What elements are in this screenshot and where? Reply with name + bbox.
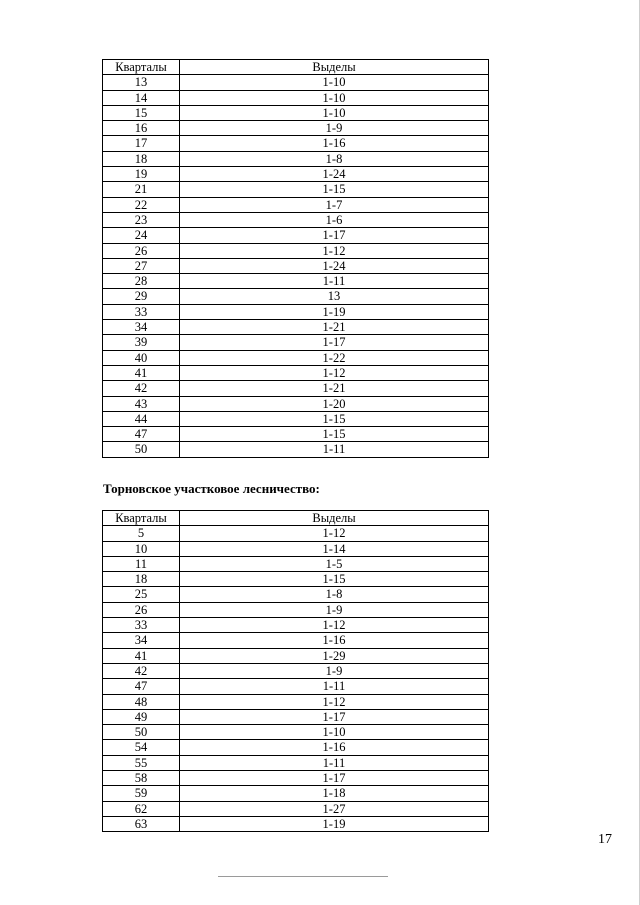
table-row [103, 320, 489, 335]
vydely-cell: 1-11 [180, 755, 489, 770]
kvartal-cell: 48 [103, 694, 180, 709]
vydely-cell: 1-18 [180, 786, 489, 801]
table-row [103, 572, 489, 587]
header-kvartaly: Кварталы [103, 60, 180, 75]
table-header-row [103, 511, 489, 526]
table-row [103, 182, 489, 197]
table-row [103, 442, 489, 457]
vydely-cell: 1-11 [180, 274, 489, 289]
vydely-cell: 13 [180, 289, 489, 304]
vydely-cell: 1-16 [180, 633, 489, 648]
table-row [103, 427, 489, 442]
kvartal-cell: 23 [103, 212, 180, 227]
table-row [103, 411, 489, 426]
kvartal-cell: 44 [103, 411, 180, 426]
table-row [103, 212, 489, 227]
vydely-cell: 1-15 [180, 182, 489, 197]
vydely-cell: 1-10 [180, 75, 489, 90]
table-row [103, 526, 489, 541]
table-row [103, 228, 489, 243]
vydely-cell: 1-15 [180, 411, 489, 426]
vydely-cell: 1-17 [180, 771, 489, 786]
table-row [103, 648, 489, 663]
vydely-cell: 1-20 [180, 396, 489, 411]
kvartal-cell: 11 [103, 556, 180, 571]
vydely-cell: 1-12 [180, 243, 489, 258]
table-row [103, 75, 489, 90]
kvartal-cell: 27 [103, 258, 180, 273]
vydely-cell: 1-24 [180, 167, 489, 182]
table-row [103, 709, 489, 724]
vydely-cell: 1-16 [180, 136, 489, 151]
table-row [103, 725, 489, 740]
vydely-cell: 1-12 [180, 694, 489, 709]
table-row [103, 365, 489, 380]
bottom-scan-line [218, 876, 388, 877]
table-row [103, 618, 489, 633]
vydely-cell: 1-8 [180, 587, 489, 602]
vydely-cell: 1-21 [180, 381, 489, 396]
table-row [103, 381, 489, 396]
vydely-cell: 1-10 [180, 105, 489, 120]
kvartal-cell: 34 [103, 320, 180, 335]
table-row [103, 740, 489, 755]
compartments-table-2 [102, 510, 489, 832]
kvartal-cell: 42 [103, 381, 180, 396]
kvartal-cell: 18 [103, 572, 180, 587]
section-heading: Торновское участковое лесничество: [103, 481, 320, 496]
kvartal-cell: 43 [103, 396, 180, 411]
vydely-cell: 1-17 [180, 228, 489, 243]
vydely-cell: 1-15 [180, 427, 489, 442]
table-row [103, 679, 489, 694]
vydely-cell: 1-6 [180, 212, 489, 227]
kvartal-cell: 19 [103, 167, 180, 182]
vydely-cell: 1-9 [180, 602, 489, 617]
vydely-cell: 1-12 [180, 618, 489, 633]
table-row [103, 663, 489, 678]
table-row [103, 243, 489, 258]
vydely-cell: 1-9 [180, 663, 489, 678]
kvartal-cell: 33 [103, 304, 180, 319]
vydely-cell: 1-19 [180, 816, 489, 831]
kvartal-cell: 50 [103, 725, 180, 740]
table-body [103, 526, 489, 832]
table-row [103, 396, 489, 411]
header-kvartaly: Кварталы [103, 511, 180, 526]
table-header-row [103, 60, 489, 75]
table-row [103, 786, 489, 801]
vydely-cell: 1-29 [180, 648, 489, 663]
compartments-table-1 [102, 59, 489, 458]
kvartal-cell: 33 [103, 618, 180, 633]
kvartal-cell: 54 [103, 740, 180, 755]
vydely-cell: 1-8 [180, 151, 489, 166]
vydely-cell: 1-15 [180, 572, 489, 587]
table-row [103, 556, 489, 571]
kvartal-cell: 22 [103, 197, 180, 212]
table-row [103, 121, 489, 136]
vydely-cell: 1-9 [180, 121, 489, 136]
kvartal-cell: 18 [103, 151, 180, 166]
table-row [103, 289, 489, 304]
kvartal-cell: 42 [103, 663, 180, 678]
table-row [103, 90, 489, 105]
table-row [103, 816, 489, 831]
header-vydely: Выделы [180, 511, 489, 526]
table-row [103, 335, 489, 350]
vydely-cell: 1-22 [180, 350, 489, 365]
vydely-cell: 1-27 [180, 801, 489, 816]
kvartal-cell: 24 [103, 228, 180, 243]
kvartal-cell: 26 [103, 243, 180, 258]
table-row [103, 633, 489, 648]
kvartal-cell: 10 [103, 541, 180, 556]
vydely-cell: 1-7 [180, 197, 489, 212]
table-row [103, 167, 489, 182]
vydely-cell: 1-17 [180, 709, 489, 724]
kvartal-cell: 25 [103, 587, 180, 602]
kvartal-cell: 14 [103, 90, 180, 105]
kvartal-cell: 17 [103, 136, 180, 151]
table-row [103, 587, 489, 602]
kvartal-cell: 58 [103, 771, 180, 786]
kvartal-cell: 62 [103, 801, 180, 816]
table-body [103, 75, 489, 457]
kvartal-cell: 49 [103, 709, 180, 724]
table-row [103, 151, 489, 166]
kvartal-cell: 50 [103, 442, 180, 457]
vydely-cell: 1-14 [180, 541, 489, 556]
table-row [103, 350, 489, 365]
vydely-cell: 1-11 [180, 679, 489, 694]
vydely-cell: 1-24 [180, 258, 489, 273]
kvartal-cell: 28 [103, 274, 180, 289]
vydely-cell: 1-10 [180, 90, 489, 105]
kvartal-cell: 39 [103, 335, 180, 350]
page-number: 17 [598, 832, 612, 847]
kvartal-cell: 5 [103, 526, 180, 541]
table-row [103, 801, 489, 816]
table-row [103, 694, 489, 709]
kvartal-cell: 34 [103, 633, 180, 648]
kvartal-cell: 59 [103, 786, 180, 801]
kvartal-cell: 41 [103, 648, 180, 663]
vydely-cell: 1-5 [180, 556, 489, 571]
table-row [103, 274, 489, 289]
kvartal-cell: 47 [103, 427, 180, 442]
table-row [103, 755, 489, 770]
kvartal-cell: 40 [103, 350, 180, 365]
kvartal-cell: 55 [103, 755, 180, 770]
kvartal-cell: 13 [103, 75, 180, 90]
table-row [103, 304, 489, 319]
kvartal-cell: 41 [103, 365, 180, 380]
kvartal-cell: 15 [103, 105, 180, 120]
table-row [103, 136, 489, 151]
kvartal-cell: 26 [103, 602, 180, 617]
vydely-cell: 1-12 [180, 365, 489, 380]
table-row [103, 258, 489, 273]
vydely-cell: 1-10 [180, 725, 489, 740]
vydely-cell: 1-12 [180, 526, 489, 541]
table-row [103, 602, 489, 617]
vydely-cell: 1-19 [180, 304, 489, 319]
vydely-cell: 1-17 [180, 335, 489, 350]
kvartal-cell: 21 [103, 182, 180, 197]
vydely-cell: 1-11 [180, 442, 489, 457]
kvartal-cell: 63 [103, 816, 180, 831]
table-row [103, 771, 489, 786]
kvartal-cell: 29 [103, 289, 180, 304]
table-row [103, 197, 489, 212]
kvartal-cell: 16 [103, 121, 180, 136]
header-vydely: Выделы [180, 60, 489, 75]
vydely-cell: 1-21 [180, 320, 489, 335]
kvartal-cell: 47 [103, 679, 180, 694]
table-row [103, 541, 489, 556]
table-row [103, 105, 489, 120]
vydely-cell: 1-16 [180, 740, 489, 755]
